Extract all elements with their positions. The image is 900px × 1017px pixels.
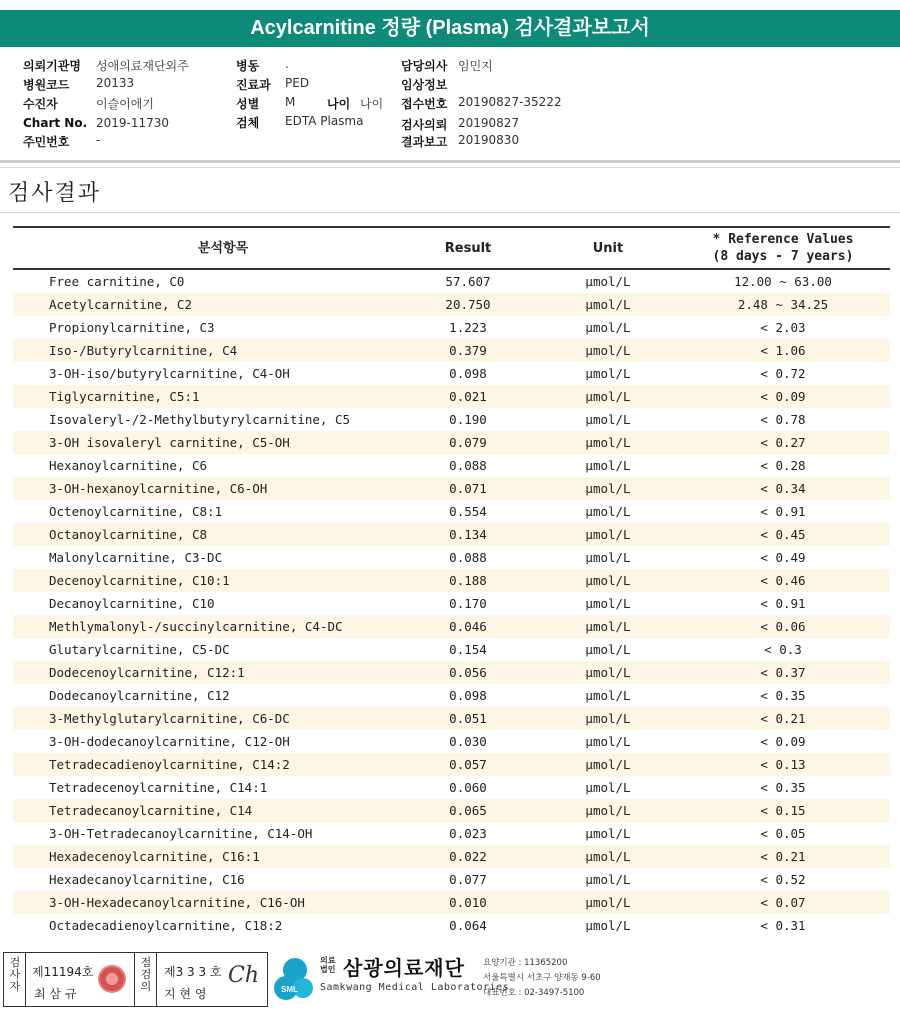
- org-info: [483, 956, 601, 1001]
- table-row: [13, 661, 890, 684]
- doctor-value: 임민지: [458, 59, 493, 73]
- table-row: [13, 569, 890, 592]
- divider: [0, 167, 900, 168]
- table-row: [13, 270, 890, 293]
- reference-cell: < 0.91: [760, 504, 806, 519]
- result-cell: 0.064: [449, 918, 487, 933]
- org-phone: 대표번호 : 02-3497-5100: [483, 988, 585, 998]
- logo-badge-text: SML: [281, 985, 298, 994]
- reference-cell: < 0.45: [760, 527, 806, 542]
- table-row: [13, 868, 890, 891]
- reference-cell: < 0.46: [760, 573, 806, 588]
- result-cell: 0.056: [449, 665, 487, 680]
- reference-cell: < 0.21: [760, 711, 806, 726]
- age-value: 나이: [360, 97, 384, 111]
- unit-cell: μmol/L: [585, 619, 631, 634]
- chart-no-label: Chart No.: [23, 116, 88, 130]
- header-unit: Unit: [592, 240, 624, 256]
- table-row: [13, 362, 890, 385]
- unit-cell: μmol/L: [585, 389, 631, 404]
- result-cell: 0.134: [449, 527, 487, 542]
- reference-cell: < 0.91: [760, 596, 806, 611]
- table-row: [13, 730, 890, 753]
- table-row: [13, 799, 890, 822]
- table-row: [13, 776, 890, 799]
- item-cell: Methlymalonyl-/succinylcarnitine, C4-DC: [49, 619, 343, 634]
- result-cell: 0.088: [449, 550, 487, 565]
- item-cell: Decenoylcarnitine, C10:1: [49, 573, 230, 588]
- table-header: [13, 226, 890, 270]
- org-address: 서울특별시 서초구 양재동 9-60: [483, 973, 601, 983]
- result-cell: 0.046: [449, 619, 487, 634]
- result-cell: 0.051: [449, 711, 487, 726]
- report-date-label: 결과보고: [401, 135, 448, 149]
- reference-cell: < 0.49: [760, 550, 806, 565]
- item-cell: 3-OH-dodecanoylcarnitine, C12-OH: [49, 734, 290, 749]
- reference-cell: 2.48 ~ 34.25: [737, 297, 829, 312]
- reviewer-license: 제3 3 3 호: [164, 965, 222, 979]
- item-cell: Decanoylcarnitine, C10: [49, 596, 215, 611]
- ward-value: .: [285, 57, 289, 71]
- item-cell: Malonylcarnitine, C3-DC: [49, 550, 223, 565]
- chart-no-value: 2019-11730: [96, 116, 170, 130]
- table-row: [13, 431, 890, 454]
- item-cell: Isovaleryl-/2-Methylbutyrylcarnitine, C5: [49, 412, 351, 427]
- report-date-value: 20190830: [458, 133, 520, 147]
- table-row: [13, 477, 890, 500]
- table-row: [13, 454, 890, 477]
- unit-cell: μmol/L: [585, 711, 631, 726]
- specimen-label: 검체: [236, 116, 260, 130]
- table-row: [13, 500, 890, 523]
- header-reference-line1: * Reference Values: [712, 232, 854, 247]
- reference-cell: < 0.78: [760, 412, 806, 427]
- item-cell: Tiglycarnitine, C5:1: [49, 389, 200, 404]
- result-cell: 0.030: [449, 734, 487, 749]
- item-cell: Propionylcarnitine, C3: [49, 320, 215, 335]
- reference-cell: < 2.03: [760, 320, 806, 335]
- table-row: [13, 638, 890, 661]
- unit-cell: μmol/L: [585, 688, 631, 703]
- result-cell: 0.065: [449, 803, 487, 818]
- tester-license: 제11194호: [32, 965, 94, 979]
- unit-cell: μmol/L: [585, 872, 631, 887]
- divider: [0, 212, 900, 213]
- clinical-info-label: 임상정보: [401, 78, 448, 92]
- ward-label: 병동: [236, 59, 260, 73]
- item-cell: 3-OH-Hexadecanoylcarnitine, C16-OH: [49, 895, 305, 910]
- result-cell: 0.057: [449, 757, 487, 772]
- age-label: 나이: [327, 97, 351, 111]
- section-title: 검사결과: [8, 181, 102, 206]
- report-title: Acylcarnitine 정량 (Plasma) 검사결과보고서: [0, 10, 900, 47]
- reference-cell: < 0.34: [760, 481, 806, 496]
- reference-cell: < 0.3: [764, 642, 802, 657]
- item-cell: Iso-/Butyrylcarnitine, C4: [49, 343, 238, 358]
- table-row: [13, 845, 890, 868]
- unit-cell: μmol/L: [585, 320, 631, 335]
- item-cell: Free carnitine, C0: [49, 274, 185, 289]
- patient-info: [0, 55, 900, 155]
- unit-cell: μmol/L: [585, 504, 631, 519]
- table-row: [13, 753, 890, 776]
- signature: Ch: [228, 963, 260, 988]
- table-row: [13, 385, 890, 408]
- result-cell: 0.154: [449, 642, 487, 657]
- sex-label: 성별: [236, 97, 260, 111]
- reviewer-label: 점검의: [140, 956, 152, 993]
- signature-box: [3, 952, 268, 1007]
- org-english-name: Samkwang Medical Laboratories: [320, 982, 510, 993]
- table-body: [13, 270, 890, 937]
- unit-cell: μmol/L: [585, 550, 631, 565]
- table-row: [13, 293, 890, 316]
- reference-cell: < 0.31: [760, 918, 806, 933]
- result-cell: 0.077: [449, 872, 487, 887]
- unit-cell: μmol/L: [585, 435, 631, 450]
- result-cell: 0.021: [449, 389, 487, 404]
- result-cell: 0.060: [449, 780, 487, 795]
- unit-cell: μmol/L: [585, 665, 631, 680]
- result-cell: 0.190: [449, 412, 487, 427]
- header-item: 분석항목: [197, 240, 249, 256]
- request-date-value: 20190827: [458, 116, 520, 130]
- result-cell: 0.071: [449, 481, 487, 496]
- reference-cell: < 0.35: [760, 780, 806, 795]
- item-cell: Hexadecanoylcarnitine, C16: [49, 872, 245, 887]
- receipt-no-label: 접수번호: [401, 97, 448, 111]
- reference-cell: < 0.13: [760, 757, 806, 772]
- item-cell: Hexadecenoylcarnitine, C16:1: [49, 849, 260, 864]
- reference-cell: < 0.21: [760, 849, 806, 864]
- unit-cell: μmol/L: [585, 481, 631, 496]
- unit-cell: μmol/L: [585, 343, 631, 358]
- department-label: 진료과: [236, 78, 271, 92]
- result-table: [13, 226, 890, 937]
- reference-cell: < 0.09: [760, 734, 806, 749]
- tester-label: 검사자: [9, 956, 21, 993]
- result-cell: 0.379: [449, 343, 487, 358]
- item-cell: Tetradecenoylcarnitine, C14:1: [49, 780, 268, 795]
- hospital-code-label: 병원코드: [23, 78, 70, 92]
- unit-cell: μmol/L: [585, 849, 631, 864]
- item-cell: Acetylcarnitine, C2: [49, 297, 192, 312]
- doctor-label: 담당의사: [401, 59, 448, 73]
- hospital-code-value: 20133: [96, 76, 135, 90]
- table-row: [13, 546, 890, 569]
- reference-cell: < 0.37: [760, 665, 806, 680]
- org-name: 삼광의료재단: [343, 956, 465, 980]
- table-row: [13, 891, 890, 914]
- reference-cell: < 0.09: [760, 389, 806, 404]
- result-cell: 57.607: [445, 274, 491, 289]
- unit-cell: μmol/L: [585, 596, 631, 611]
- reference-cell: < 0.05: [760, 826, 806, 841]
- org-code: 요양기관 : 11365200: [483, 958, 568, 968]
- item-cell: 3-Methylglutarylcarnitine, C6-DC: [49, 711, 290, 726]
- unit-cell: μmol/L: [585, 918, 631, 933]
- header-result: Result: [444, 240, 492, 256]
- reference-cell: < 0.28: [760, 458, 806, 473]
- patient-value: 이슬이애기: [96, 97, 154, 111]
- institution-value: 성애의료재단외주: [96, 59, 189, 73]
- result-cell: 0.022: [449, 849, 487, 864]
- item-cell: Dodecanoylcarnitine, C12: [49, 688, 230, 703]
- unit-cell: μmol/L: [585, 734, 631, 749]
- unit-cell: μmol/L: [585, 757, 631, 772]
- table-row: [13, 592, 890, 615]
- table-row: [13, 707, 890, 730]
- header-reference-line2: (8 days - 7 years): [712, 249, 854, 264]
- reference-cell: < 0.52: [760, 872, 806, 887]
- department-value: PED: [285, 76, 310, 90]
- item-cell: 3-OH-Tetradecanoylcarnitine, C14-OH: [49, 826, 313, 841]
- unit-cell: μmol/L: [585, 458, 631, 473]
- divider: [0, 160, 900, 163]
- item-cell: Tetradecanoylcarnitine, C14: [49, 803, 253, 818]
- reference-cell: < 0.72: [760, 366, 806, 381]
- reviewer-label-cell: [135, 953, 157, 1006]
- unit-cell: μmol/L: [585, 527, 631, 542]
- reference-cell: < 0.07: [760, 895, 806, 910]
- reference-cell: < 0.35: [760, 688, 806, 703]
- unit-cell: μmol/L: [585, 826, 631, 841]
- result-cell: 0.170: [449, 596, 487, 611]
- unit-cell: μmol/L: [585, 297, 631, 312]
- table-row: [13, 822, 890, 845]
- reference-cell: < 0.27: [760, 435, 806, 450]
- resident-no-label: 주민번호: [23, 135, 70, 149]
- table-row: [13, 684, 890, 707]
- item-cell: Octadecadienoylcarnitine, C18:2: [49, 918, 283, 933]
- item-cell: Glutarylcarnitine, C5-DC: [49, 642, 230, 657]
- item-cell: 3-OH-hexanoylcarnitine, C6-OH: [49, 481, 268, 496]
- sml-logo-icon: [273, 956, 317, 1002]
- unit-cell: μmol/L: [585, 803, 631, 818]
- specimen-value: EDTA Plasma: [285, 114, 364, 128]
- item-cell: Hexanoylcarnitine, C6: [49, 458, 208, 473]
- unit-cell: μmol/L: [585, 573, 631, 588]
- result-cell: 0.023: [449, 826, 487, 841]
- seal-stamp: [98, 965, 126, 993]
- tester-label-cell: [4, 953, 26, 1006]
- item-cell: Dodecenoylcarnitine, C12:1: [49, 665, 245, 680]
- tester-name: 최 삼 규: [34, 987, 77, 1001]
- unit-cell: μmol/L: [585, 274, 631, 289]
- item-cell: Octanoylcarnitine, C8: [49, 527, 208, 542]
- request-date-label: 검사의뢰: [401, 118, 448, 132]
- sex-value: M: [285, 95, 296, 109]
- header-reference: [683, 228, 883, 268]
- reference-cell: < 0.06: [760, 619, 806, 634]
- table-row: [13, 914, 890, 937]
- result-cell: 0.088: [449, 458, 487, 473]
- item-cell: 3-OH isovaleryl carnitine, C5-OH: [49, 435, 290, 450]
- item-cell: 3-OH-iso/butyrylcarnitine, C4-OH: [49, 366, 290, 381]
- table-row: [13, 316, 890, 339]
- footer: [0, 950, 900, 1010]
- unit-cell: μmol/L: [585, 412, 631, 427]
- result-cell: 0.554: [449, 504, 487, 519]
- table-row: [13, 523, 890, 546]
- receipt-no-value: 20190827-35222: [458, 95, 562, 109]
- item-cell: Tetradecadienoylcarnitine, C14:2: [49, 757, 290, 772]
- reference-cell: < 0.15: [760, 803, 806, 818]
- resident-no-value: -: [96, 133, 101, 147]
- unit-cell: μmol/L: [585, 642, 631, 657]
- result-cell: 0.098: [449, 366, 487, 381]
- logo-small-text: 의료법인: [320, 956, 336, 974]
- result-cell: 0.188: [449, 573, 487, 588]
- unit-cell: μmol/L: [585, 366, 631, 381]
- result-cell: 0.079: [449, 435, 487, 450]
- unit-cell: μmol/L: [585, 895, 631, 910]
- result-cell: 20.750: [445, 297, 491, 312]
- item-cell: Octenoylcarnitine, C8:1: [49, 504, 223, 519]
- result-cell: 1.223: [449, 320, 487, 335]
- table-row: [13, 339, 890, 362]
- reference-cell: 12.00 ~ 63.00: [734, 274, 832, 289]
- result-cell: 0.010: [449, 895, 487, 910]
- table-row: [13, 408, 890, 431]
- patient-label: 수진자: [23, 97, 58, 111]
- result-cell: 0.098: [449, 688, 487, 703]
- reviewer-name: 지 현 영: [164, 987, 207, 1001]
- table-row: [13, 615, 890, 638]
- institution-label: 의뢰기관명: [23, 59, 81, 73]
- unit-cell: μmol/L: [585, 780, 631, 795]
- reference-cell: < 1.06: [760, 343, 806, 358]
